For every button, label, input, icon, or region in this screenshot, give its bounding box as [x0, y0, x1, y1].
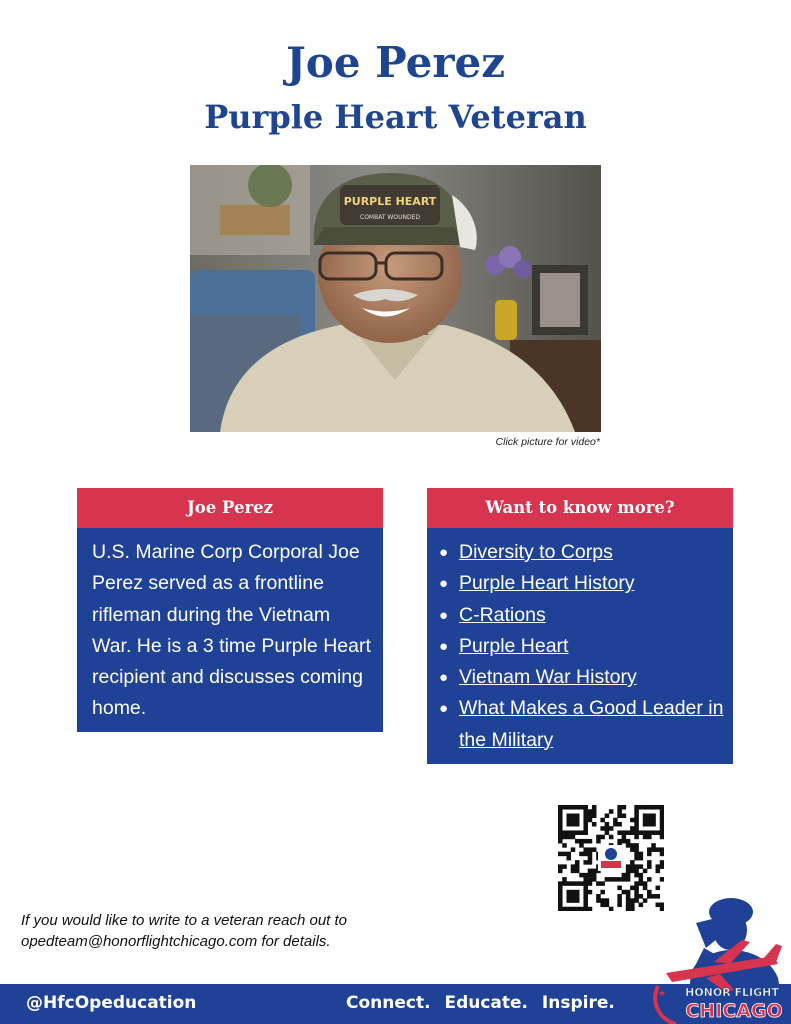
list-item — [439, 631, 727, 662]
veteran-video-photo[interactable] — [190, 165, 601, 432]
bullet-icon: ● — [439, 637, 449, 655]
bio-card — [77, 488, 383, 732]
bullet-icon: ● — [439, 575, 449, 593]
logo-text-honor-flight: HONOR FLIGHT — [685, 986, 779, 999]
contact-email[interactable]: opedteam@honorflightchicago.com for details. — [21, 933, 331, 950]
honor-flight-logo — [646, 878, 791, 1024]
bullet-icon: ● — [439, 700, 449, 718]
contact-line-1: If you would like to write to a veteran reach out to — [21, 912, 348, 929]
tagline: Connect. Educate. Inspire. — [346, 993, 615, 1013]
logo-text-chicago: CHICAGO — [685, 1000, 783, 1022]
link-good-leader-military[interactable]: What Makes a Good Leader in the Military — [459, 697, 724, 751]
veteran-portrait — [190, 165, 601, 432]
bio-text: U.S. Marine Corp Corporal Joe Perez served as a frontline rifleman during the Vietnam War. He is a 3 time Purple Heart recipient and discusses coming home. — [92, 541, 371, 720]
photo-caption: Click picture for video* — [495, 436, 600, 448]
link-purple-heart[interactable]: Purple Heart — [459, 634, 569, 657]
link-vietnam-war-history[interactable]: Vietnam War History — [459, 666, 637, 689]
svg-text:★: ★ — [658, 989, 667, 999]
bullet-icon: ● — [439, 606, 449, 624]
cap-text: PURPLE HEART — [343, 195, 437, 208]
learn-more-list — [427, 528, 733, 756]
learn-more-card — [427, 488, 733, 764]
list-item — [439, 693, 727, 756]
contact-note — [21, 910, 461, 952]
list-item — [439, 662, 727, 693]
page-subtitle: Purple Heart Veteran — [204, 98, 587, 136]
bullet-icon: ● — [439, 669, 449, 687]
social-handle[interactable]: @HfcOpeducation — [26, 993, 197, 1013]
bio-heading: Joe Perez — [77, 488, 383, 528]
link-c-rations[interactable]: C-Rations — [459, 603, 546, 626]
link-diversity-to-corps[interactable]: Diversity to Corps — [459, 541, 613, 563]
cap-subtext: COMBAT WOUNDED — [360, 214, 420, 221]
list-item — [439, 600, 727, 631]
page-title: Joe Perez — [285, 38, 506, 87]
list-item — [439, 537, 727, 568]
svg-text:★: ★ — [664, 1001, 673, 1011]
list-item — [439, 568, 727, 599]
learn-more-heading: Want to know more? — [427, 488, 733, 528]
link-purple-heart-history[interactable]: Purple Heart History — [459, 572, 635, 595]
bullet-icon: ● — [439, 544, 449, 561]
